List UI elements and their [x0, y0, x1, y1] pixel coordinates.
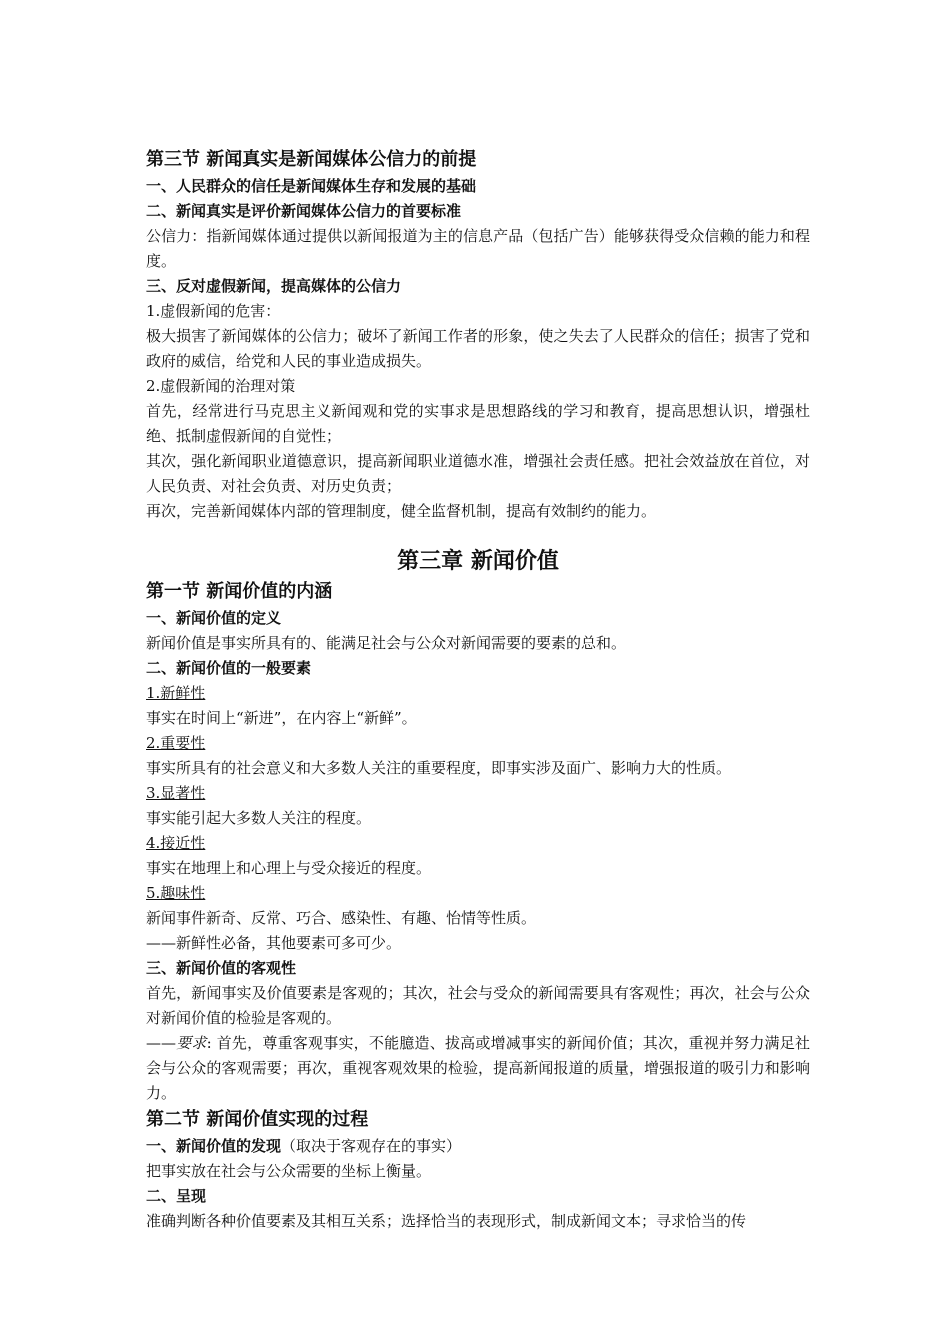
note: ——新鲜性必备，其他要素可多可少。 [146, 934, 402, 952]
heading-note: （取决于客观存在的事实） [281, 1137, 462, 1155]
paragraph: 事实在地理上和心理上与受众接近的程度。 [146, 859, 432, 877]
heading: 一、新闻价值的定义 [146, 609, 282, 627]
heading: 二、新闻价值的一般要素 [146, 659, 312, 677]
section-title: 第二节 新闻价值实现的过程 [146, 1109, 369, 1130]
section-title: 第三节 新闻真实是新闻媒体公信力的前提 [146, 149, 477, 170]
chapter-title: 第三章 新闻价值 [397, 548, 559, 574]
element-title: 2.重要性 [146, 734, 206, 752]
heading: 二、呈现 [146, 1187, 207, 1205]
element-title: 3.显著性 [146, 784, 206, 802]
requirement-paragraph [146, 1031, 810, 1106]
requirement-text: : 首先，尊重客观事实，不能臆造、拔高或增减事实的新闻价值；其次，重视并努力满足社会与公众的客观需要；再次，重视客观效果的检验，提高新闻报道的质量，增强报道的吸引力和影响力。 [146, 1034, 810, 1102]
paragraph: 把事实放在社会与公众需要的坐标上衡量。 [146, 1162, 432, 1180]
requirement-label: 要求 [176, 1034, 207, 1052]
element-title: 1.新鲜性 [146, 684, 206, 702]
heading-text: 一、新闻价值的发现 [146, 1137, 282, 1155]
paragraph: 首先，经常进行马克思主义新闻观和党的实事求是思想路线的学习和教育，提高思想认识，增强杜绝、抵制虚假新闻的自觉性； [146, 402, 810, 445]
paragraph: 再次，完善新闻媒体内部的管理制度，健全监督机制，提高有效制约的能力。 [146, 502, 657, 520]
paragraph: 新闻事件新奇、反常、巧合、感染性、有趣、怡情等性质。 [146, 909, 537, 927]
paragraph: 其次，强化新闻职业道德意识，提高新闻职业道德水准，增强社会责任感。把社会效益放在首位，对人民负责、对社会负责、对历史负责； [146, 452, 810, 495]
element-title: 5.趣味性 [146, 884, 206, 902]
subheading: 1.虚假新闻的危害： [146, 302, 281, 320]
heading: 三、反对虚假新闻，提高媒体的公信力 [146, 277, 402, 295]
dash-prefix: —— [146, 1034, 176, 1052]
heading: 三、新闻价值的客观性 [146, 959, 297, 977]
document-body [146, 146, 810, 1234]
subheading: 2.虚假新闻的治理对策 [146, 377, 296, 395]
section-title: 第一节 新闻价值的内涵 [146, 581, 333, 602]
heading [146, 1134, 810, 1159]
paragraph: 事实能引起大多数人关注的程度。 [146, 809, 372, 827]
paragraph: 事实在时间上“新进”，在内容上“新鲜”。 [146, 709, 417, 727]
paragraph: 事实所具有的社会意义和大多数人关注的重要程度，即事实涉及面广、影响力大的性质。 [146, 759, 732, 777]
element-title: 4.接近性 [146, 834, 206, 852]
paragraph: 新闻价值是事实所具有的、能满足社会与公众对新闻需要的要素的总和。 [146, 634, 627, 652]
paragraph: 公信力：指新闻媒体通过提供以新闻报道为主的信息产品（包括广告）能够获得受众信赖的能力和程度。 [146, 227, 810, 270]
paragraph: 准确判断各种价值要素及其相互关系；选择恰当的表现形式，制成新闻文本；寻求恰当的传 [146, 1212, 747, 1230]
heading: 一、人民群众的信任是新闻媒体生存和发展的基础 [146, 177, 477, 195]
paragraph: 首先，新闻事实及价值要素是客观的；其次，社会与受众的新闻需要具有客观性；再次，社会与公众对新闻价值的检验是客观的。 [146, 984, 810, 1027]
paragraph: 极大损害了新闻媒体的公信力；破坏了新闻工作者的形象，使之失去了人民群众的信任；损害了党和政府的威信，给党和人民的事业造成损失。 [146, 327, 810, 370]
heading: 二、新闻真实是评价新闻媒体公信力的首要标准 [146, 202, 462, 220]
